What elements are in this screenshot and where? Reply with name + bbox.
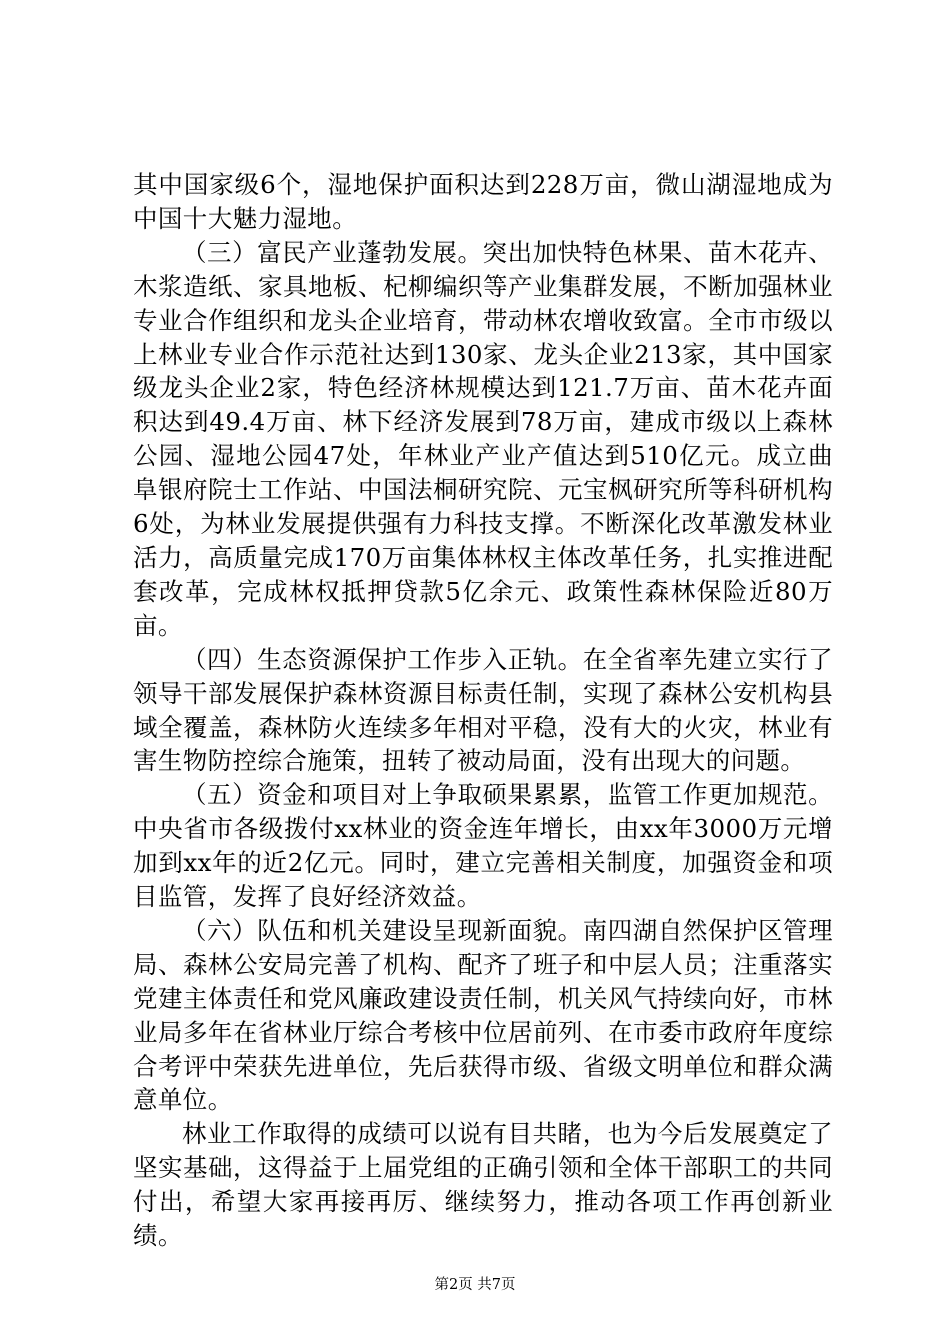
paragraph-conclusion: 林业工作取得的成绩可以说有目共睹，也为今后发展奠定了坚实基础，这得益于上届党组的正确引领和全体干部职工的共同付出，希望大家再接再厉、继续努力，推动各项工作再创新业绩。 [133,1119,833,1251]
paragraph-resource-protection: （四）生态资源保护工作步入正轨。在全省率先建立实行了领导干部发展保护森林资源目标责任制，实现了森林公安机构县域全覆盖，森林防火连续多年相对平稳，没有大的火灾，林业有害生物防控综合施策，扭转了被动局面，没有出现大的问题。 [133,644,833,776]
document-body [133,168,833,1253]
paragraph-industry: （三）富民产业蓬勃发展。突出加快特色林果、苗木花卉、木浆造纸、家具地板、杞柳编织等产业集群发展，不断加强林业专业合作组织和龙头企业培育，带动林农增收致富。全市市级以上林业专业合作示范社达到130家、龙头企业213家，其中国家级龙头企业2家，特色经济林规模达到121.7万亩、苗木花卉面积达到49.4万亩、林下经济发展到78万亩，建成市级以上森林公园、湿地公园47处，年林业产业产值达到510亿元。成立曲阜银府院士工作站、中国法桐研究院、元宝枫研究所等科研机构6处，为林业发展提供强有力科技支撑。不断深化改革激发林业活力，高质量完成170万亩集体林权主体改革任务，扎实推进配套改革，完成林权抵押贷款5亿余元、政策性森林保险近80万亩。 [133,237,833,640]
page-footer: 第2页 共7页 [434,1277,516,1293]
paragraph-team-building: （六）队伍和机关建设呈现新面貌。南四湖自然保护区管理局、森林公安局完善了机构、配齐了班子和中层人员；注重落实党建主体责任和党风廉政建设责任制，机关风气持续向好，市林业局多年在省林业厅综合考核中位居前列、在市委市政府年度综合考评中荣获先进单位，先后获得市级、省级文明单位和群众满意单位。 [133,915,833,1115]
paragraph-funding: （五）资金和项目对上争取硕果累累，监管工作更加规范。中央省市各级拨付xx林业的资金连年增长，由xx年3000万元增加到xx年的近2亿元。同时，建立完善相关制度，加强资金和项目监管，发挥了良好经济效益。 [133,780,833,912]
paragraph-continuation: 其中国家级6个，湿地保护面积达到228万亩，微山湖湿地成为中国十大魅力湿地。 [133,170,833,233]
